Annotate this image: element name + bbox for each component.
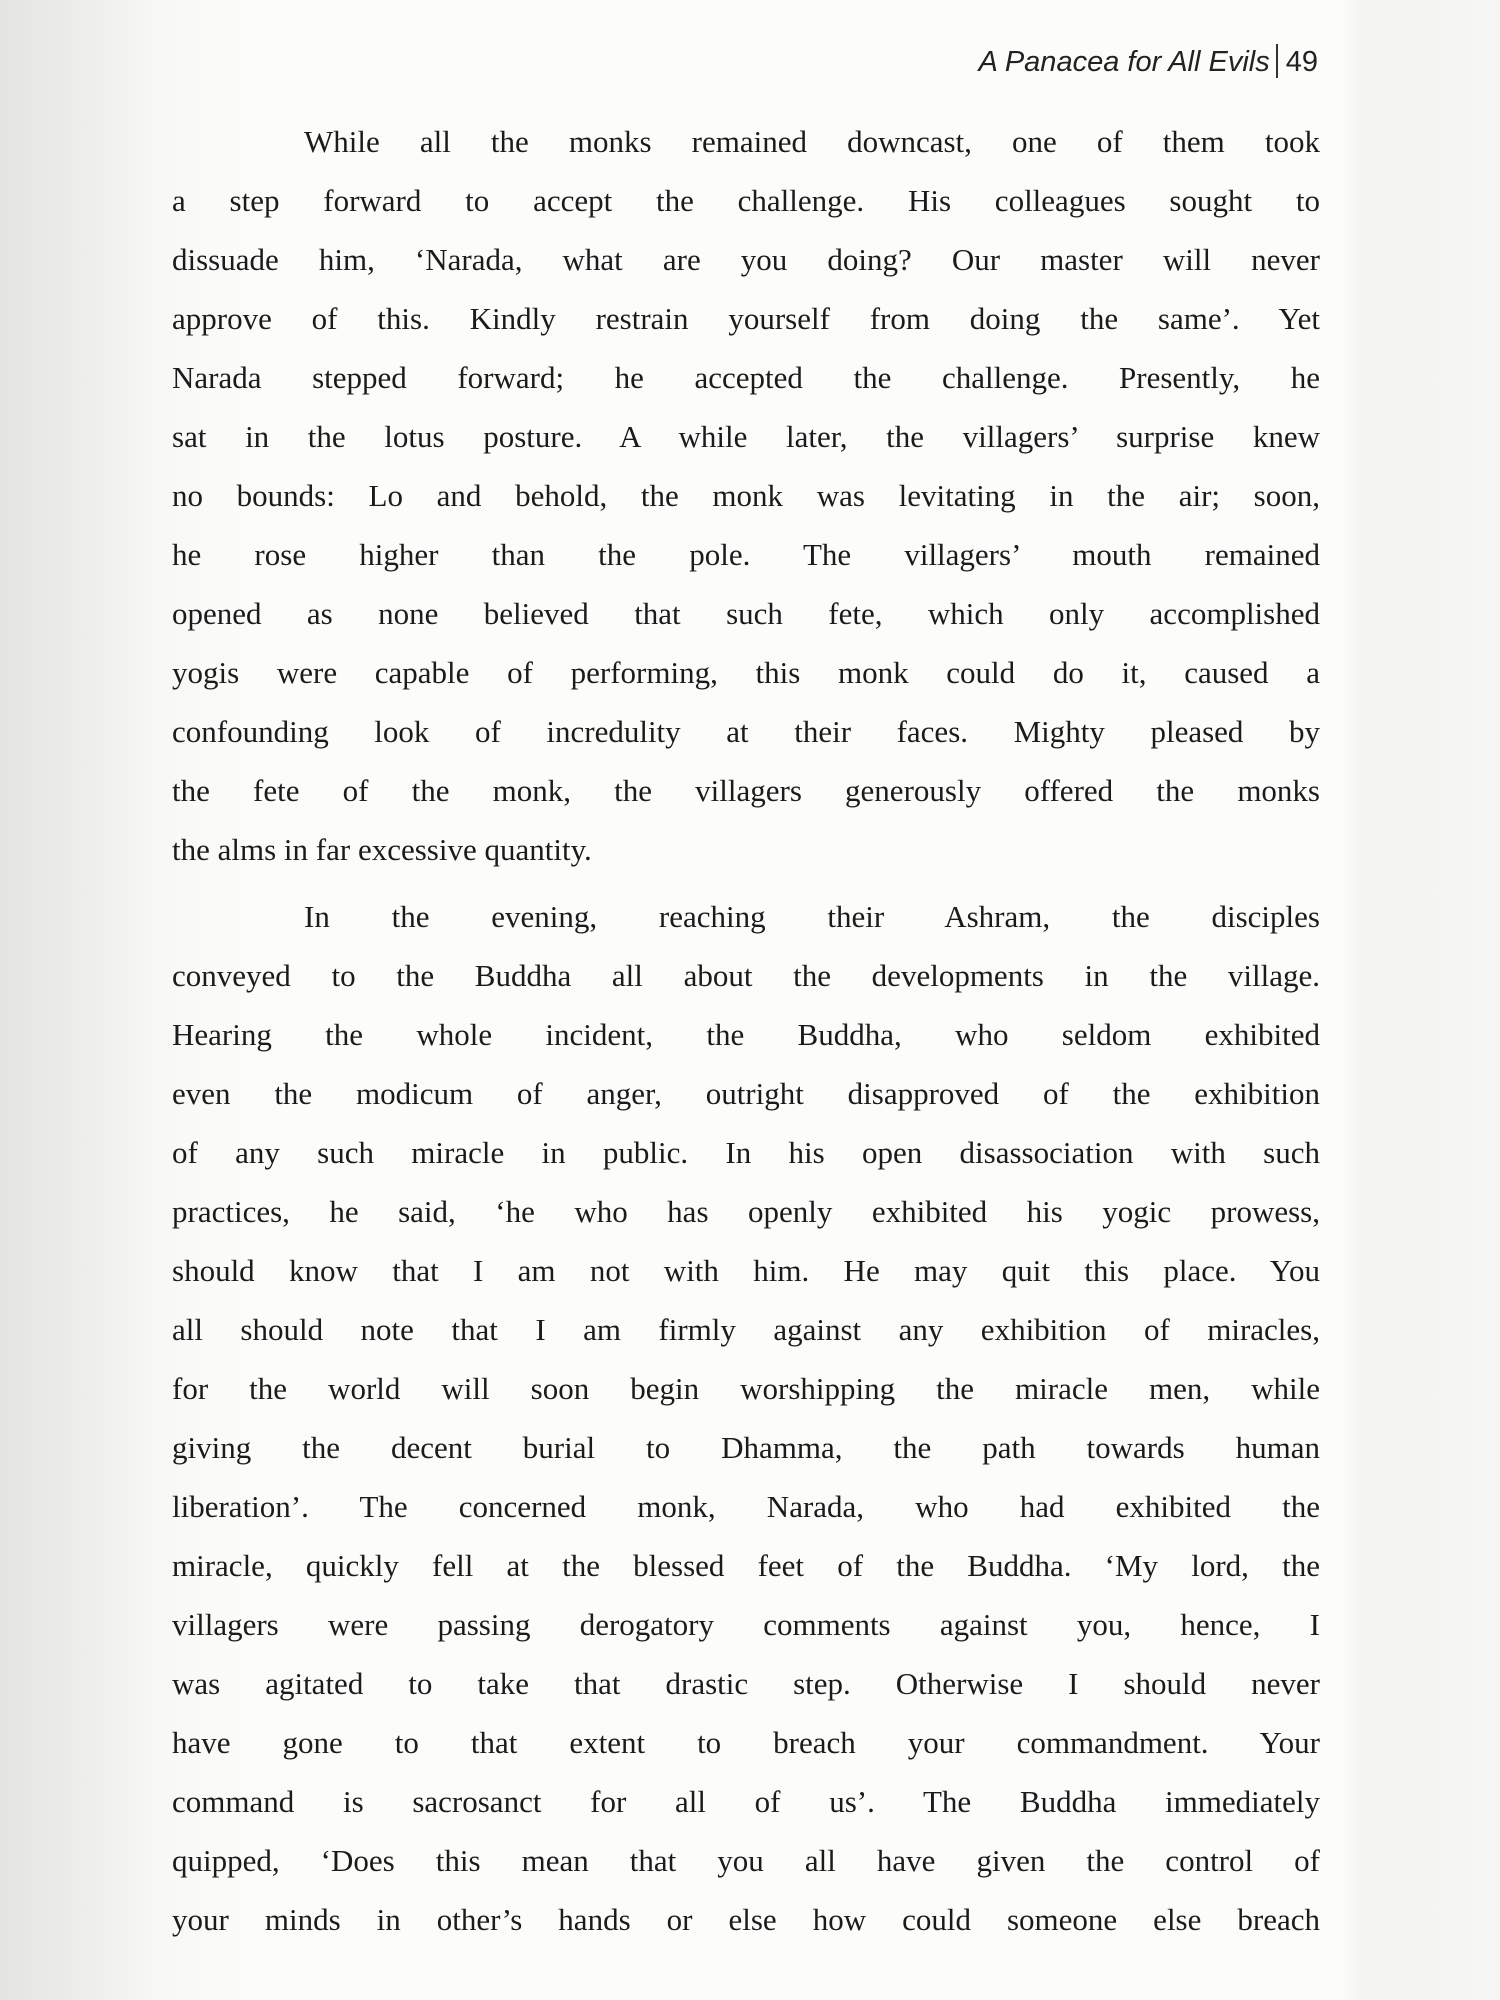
text-line: conveyed to the Buddha all about the developments in the village. <box>172 958 1320 993</box>
text-line: a step forward to accept the challenge. His colleagues sought to <box>172 183 1320 218</box>
text-line: for the world will soon begin worshipping the miracle men, while <box>172 1371 1320 1406</box>
text-line: Narada stepped forward; he accepted the challenge. Presently, he <box>172 360 1320 395</box>
text-line: villagers were passing derogatory comments against you, hence, I <box>172 1607 1320 1642</box>
text-line: all should note that I am firmly against any exhibition of miracles, <box>172 1312 1320 1347</box>
text-line: miracle, quickly fell at the blessed feet of the Buddha. ‘My lord, the <box>172 1548 1320 1583</box>
text-line: the alms in far excessive quantity. <box>172 832 592 867</box>
text-line: the fete of the monk, the villagers generously offered the monks <box>172 773 1320 808</box>
text-line: yogis were capable of performing, this monk could do it, caused a <box>172 655 1320 690</box>
text-line: practices, he said, ‘he who has openly exhibited his yogic prowess, <box>172 1194 1320 1229</box>
text-line: liberation’. The concerned monk, Narada, who had exhibited the <box>172 1489 1320 1524</box>
page-number: 49 <box>1285 46 1318 78</box>
body-text <box>172 112 1320 1957</box>
text-line: confounding look of incredulity at their faces. Mighty pleased by <box>172 714 1320 749</box>
text-line: should know that I am not with him. He may quit this place. You <box>172 1253 1320 1288</box>
text-line: In the evening, reaching their Ashram, the disciples <box>304 899 1320 934</box>
text-line: your minds in other’s hands or else how could someone else breach <box>172 1902 1320 1937</box>
paragraph <box>172 887 1320 1949</box>
paragraph <box>172 112 1320 879</box>
text-line: approve of this. Kindly restrain yourself from doing the same’. Yet <box>172 301 1320 336</box>
text-line: quipped, ‘Does this mean that you all have given the control of <box>172 1843 1320 1878</box>
text-line: giving the decent burial to Dhamma, the path towards human <box>172 1430 1320 1465</box>
text-line: Hearing the whole incident, the Buddha, who seldom exhibited <box>172 1017 1320 1052</box>
chapter-title: A Panacea for All Evils <box>978 46 1270 78</box>
text-line: command is sacrosanct for all of us’. The Buddha immediately <box>172 1784 1320 1819</box>
text-line: he rose higher than the pole. The villagers’ mouth remained <box>172 537 1320 572</box>
text-line: of any such miracle in public. In his open disassociation with such <box>172 1135 1320 1170</box>
text-line: sat in the lotus posture. A while later, the villagers’ surprise knew <box>172 419 1320 454</box>
text-line: no bounds: Lo and behold, the monk was levitating in the air; soon, <box>172 478 1320 513</box>
text-line: even the modicum of anger, outright disapproved of the exhibition <box>172 1076 1320 1111</box>
header-divider <box>1276 44 1278 78</box>
text-line: opened as none believed that such fete, which only accomplished <box>172 596 1320 631</box>
text-line: While all the monks remained downcast, one of them took <box>304 124 1320 159</box>
running-header <box>979 44 1318 79</box>
text-line: dissuade him, ‘Narada, what are you doing? Our master will never <box>172 242 1320 277</box>
text-line: was agitated to take that drastic step. Otherwise I should never <box>172 1666 1320 1701</box>
text-line: have gone to that extent to breach your commandment. Your <box>172 1725 1320 1760</box>
